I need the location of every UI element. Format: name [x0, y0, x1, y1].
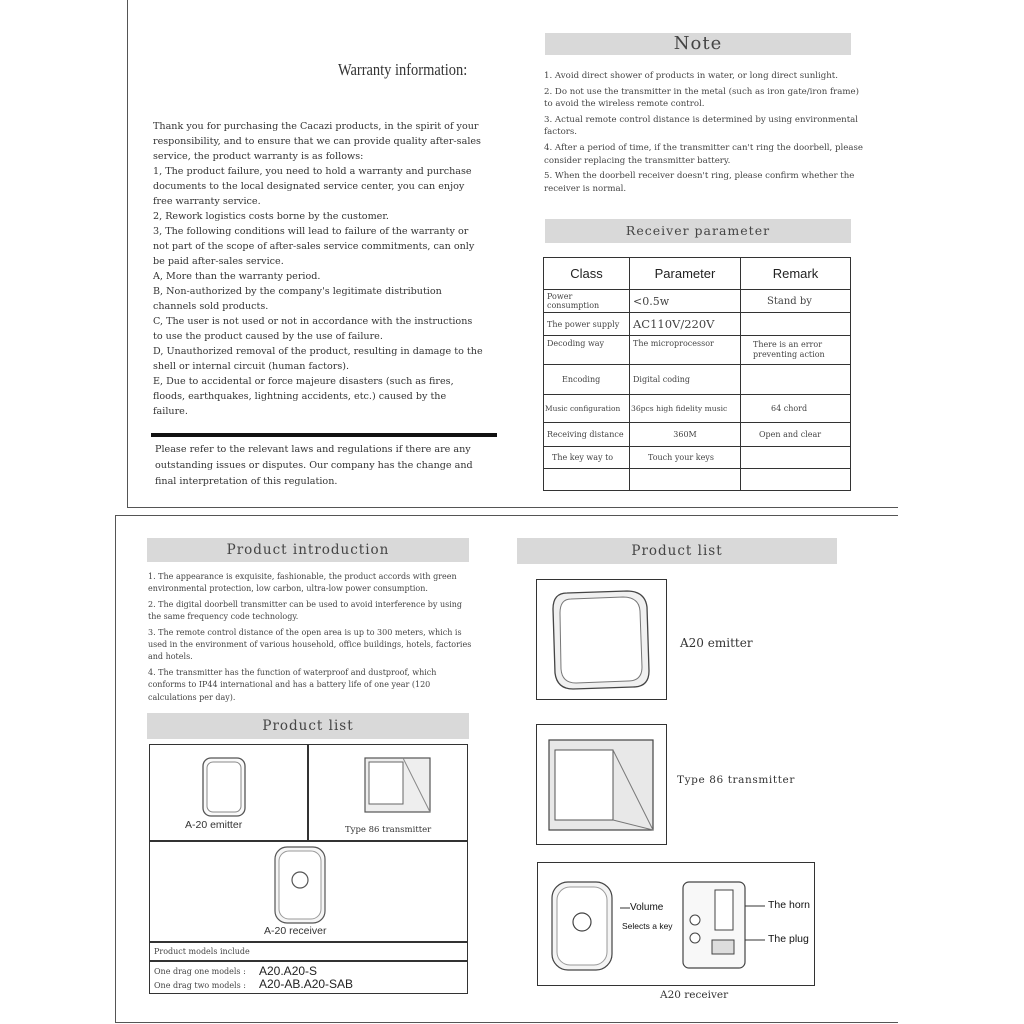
note-list	[544, 70, 864, 195]
emitter-image	[195, 752, 255, 822]
table-cell: The microprocessor	[630, 336, 741, 365]
product-introduction-header: Product introduction	[147, 538, 469, 562]
table-row	[544, 290, 851, 313]
receiver-large-label-text: A20 receiver	[660, 989, 729, 1001]
table-header: Class	[544, 258, 630, 290]
one-drag-two-value: A20-AB.A20-SAB	[259, 977, 354, 991]
models-header: Product models include	[154, 947, 250, 956]
volume-label: Volume	[630, 902, 664, 913]
emitter-label-text: A-20 emitter	[185, 819, 243, 831]
table-cell: The key way to	[544, 447, 630, 469]
warranty-item: D, Unauthorized removal of the product, resulting in damage to the shell or internal circuit (human factors).	[153, 346, 483, 372]
warranty-footer: Please refer to the relevant laws and regulations if there are any outstanding issues or disputes. Our company has the change and final interpretation of this regulation.	[155, 444, 473, 487]
intro-item: 3. The remote control distance of the open area is up to 300 meters, which is used in the environment of various household, office buildings, hotels, factories and hotels.	[148, 627, 472, 662]
table-cell	[741, 447, 851, 469]
note-item: 1. Avoid direct shower of products in water, or long direct sunlight.	[544, 71, 838, 81]
emitter-large-label-text: A20 emitter	[680, 636, 753, 650]
table-row	[544, 447, 851, 469]
note-item: 5. When the doorbell receiver doesn't ring, please confirm whether the receiver is normal.	[544, 171, 855, 194]
note-item: 2. Do not use the transmitter in the metal (such as iron gate/iron frame) to avoid the wireless remote control.	[544, 86, 859, 110]
table-cell: Stand by	[741, 290, 851, 313]
table-cell	[544, 469, 630, 491]
table-header: Parameter	[630, 258, 741, 290]
table-cell: <0.5w	[630, 290, 741, 313]
note-item: 4. After a period of time, if the transmitter can't ring the doorbell, please consider replacing the transmitter battery.	[544, 142, 863, 166]
table-cell: The power supply	[544, 313, 630, 336]
warranty-item: E, Due to accidental or force majeure disasters (such as fires, floods, earthquakes, lightning accidents, etc.) caused by the failure.	[153, 376, 454, 417]
horn-label: The horn	[768, 899, 811, 911]
warranty-body	[153, 119, 483, 419]
table-row	[544, 365, 851, 395]
table-cell: 64 chord	[741, 395, 851, 423]
one-drag-one-label: One drag one models :	[154, 967, 246, 976]
table-header: Remark	[741, 258, 851, 290]
warranty-item: A, More than the warranty period.	[153, 271, 321, 282]
receiver-image	[265, 843, 335, 928]
product-list-header-right: Product list	[517, 538, 837, 564]
intro-item: 2. The digital doorbell transmitter can be used to avoid interference by using the same frequency code technology.	[148, 599, 463, 622]
warranty-item: B, Non-authorized by the company's legitimate distribution channels sold products.	[153, 286, 442, 312]
warranty-item: 3, The following conditions will lead to failure of the warranty or not part of the scope of after-sales service commitments, can only be paid after-sales service.	[153, 226, 475, 267]
table-row	[544, 423, 851, 447]
emitter-label	[185, 819, 242, 831]
product-introduction-list	[148, 571, 473, 704]
table-cell: There is an error preventing action	[741, 336, 851, 365]
receiver-large-image	[540, 870, 810, 985]
intro-item: 1. The appearance is exquisite, fashionable, the product accords with green environmental protection, low carbon, ultra-low power consumption.	[148, 572, 457, 594]
table-cell: Touch your keys	[630, 447, 741, 469]
receiver-label-text: A-20 receiver	[264, 925, 327, 937]
one-drag-one-value: A20.A20-S	[259, 964, 318, 978]
table-row	[544, 336, 851, 365]
table-cell	[741, 313, 851, 336]
table-cell: Open and clear	[741, 423, 851, 447]
table-cell: Digital coding	[630, 365, 741, 395]
transmitter-large-image	[543, 732, 663, 837]
table-cell: Decoding way	[544, 336, 630, 365]
table-cell: Receiving distance	[544, 423, 630, 447]
receiver-parameter-header: Receiver parameter	[545, 219, 851, 243]
warranty-item: 1, The product failure, you need to hold a warranty and purchase documents to the local designated service center, you can enjoy free warranty service.	[153, 166, 472, 207]
product-list-header-left: Product list	[147, 713, 469, 739]
emitter-large-label	[680, 636, 753, 650]
table-cell: AC110V/220V	[630, 313, 741, 336]
plug-label: The plug	[768, 933, 809, 945]
note-header: Note	[545, 33, 851, 55]
table-cell	[741, 469, 851, 491]
transmitter-label: Type 86 transmitter	[345, 825, 432, 835]
emitter-large-image	[545, 583, 660, 695]
one-drag-two-label: One drag two models :	[154, 981, 246, 990]
receiver-label	[264, 925, 326, 937]
table-cell: 36pcs high fidelity music	[630, 395, 741, 423]
transmitter-image	[355, 752, 440, 817]
transmitter-large-label: Type 86 transmitter	[677, 774, 795, 786]
grid-divider	[149, 960, 468, 962]
table-row	[544, 469, 851, 491]
warranty-item: 2, Rework logistics costs borne by the customer.	[153, 211, 389, 222]
table-cell: Power consumption	[544, 290, 630, 313]
table-cell: 360M	[630, 423, 741, 447]
grid-divider	[307, 744, 309, 841]
table-cell	[630, 469, 741, 491]
selects-key-label: Selects a key	[622, 921, 673, 931]
receiver-large-label	[660, 989, 728, 1001]
warranty-title: Warranty information:	[338, 60, 468, 79]
intro-item: 4. The transmitter has the function of waterproof and dustproof, which conforms to IP44 international and has a battery life of one year (120 calculations per day).	[148, 667, 437, 702]
warranty-divider	[151, 433, 497, 437]
warranty-item: C, The user is not used or not in accordance with the instructions to use the product caused by the use of failure.	[153, 316, 473, 342]
warranty-intro: Thank you for purchasing the Cacazi products, in the spirit of your responsibility, and to ensure that we can provide quality after-sales service, the product warranty is as follows:	[153, 121, 481, 162]
note-item: 3. Actual remote control distance is determined by using environmental factors.	[544, 114, 859, 138]
table-row	[544, 313, 851, 336]
grid-divider	[149, 941, 468, 943]
grid-divider	[149, 840, 468, 842]
table-cell	[741, 365, 851, 395]
receiver-parameter-table	[543, 257, 851, 491]
table-cell: Music configuration	[544, 395, 630, 423]
table-cell: Encoding	[544, 365, 630, 395]
table-row	[544, 395, 851, 423]
